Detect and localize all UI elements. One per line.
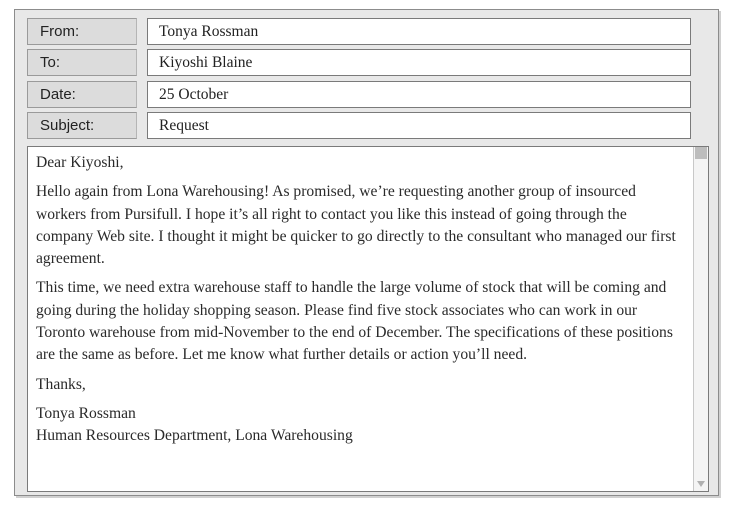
scroll-thumb[interactable] — [695, 147, 707, 159]
from-field[interactable]: Tonya Rossman — [147, 18, 691, 45]
vertical-scrollbar[interactable] — [693, 147, 708, 491]
body-paragraph: This time, we need extra warehouse staff to handle the large volume of stock that will be coming and going during the holiday shopping season. Please find five stock associates who can work in our Toronto warehouse from mid-November to the end of December. The specifications of these positions are the same as before. Let me know what further details or action you’ll need. — [36, 279, 673, 364]
header-row-subject — [15, 112, 718, 139]
subject-label: Subject: — [27, 112, 137, 139]
header-row-from — [15, 18, 718, 45]
message-body[interactable] — [27, 146, 709, 492]
to-label: To: — [27, 49, 137, 76]
date-field[interactable]: 25 October — [147, 81, 691, 108]
from-label: From: — [27, 18, 137, 45]
header-row-to — [15, 49, 718, 76]
header-row-date — [15, 81, 718, 108]
message-text — [36, 152, 686, 448]
subject-field[interactable]: Request — [147, 112, 691, 139]
signature-name: Tonya Rossman — [36, 404, 136, 422]
to-field[interactable]: Kiyoshi Blaine — [147, 49, 691, 76]
body-paragraph: Hello again from Lona Warehousing! As promised, we’re requesting another group of insourced workers from Pursifull. I hope it’s all right to contact you like this instead of going through the company Web site. I thought it might be quicker to go directly to the consultant who managed our first agreement. — [36, 183, 676, 268]
date-label: Date: — [27, 81, 137, 108]
greeting: Dear Kiyoshi, — [36, 154, 124, 171]
signature-title: Human Resources Department, Lona Warehousing — [36, 427, 353, 445]
chevron-down-icon[interactable] — [695, 478, 707, 490]
email-window — [14, 9, 719, 496]
closing: Thanks, — [36, 375, 86, 393]
signature — [36, 403, 686, 448]
